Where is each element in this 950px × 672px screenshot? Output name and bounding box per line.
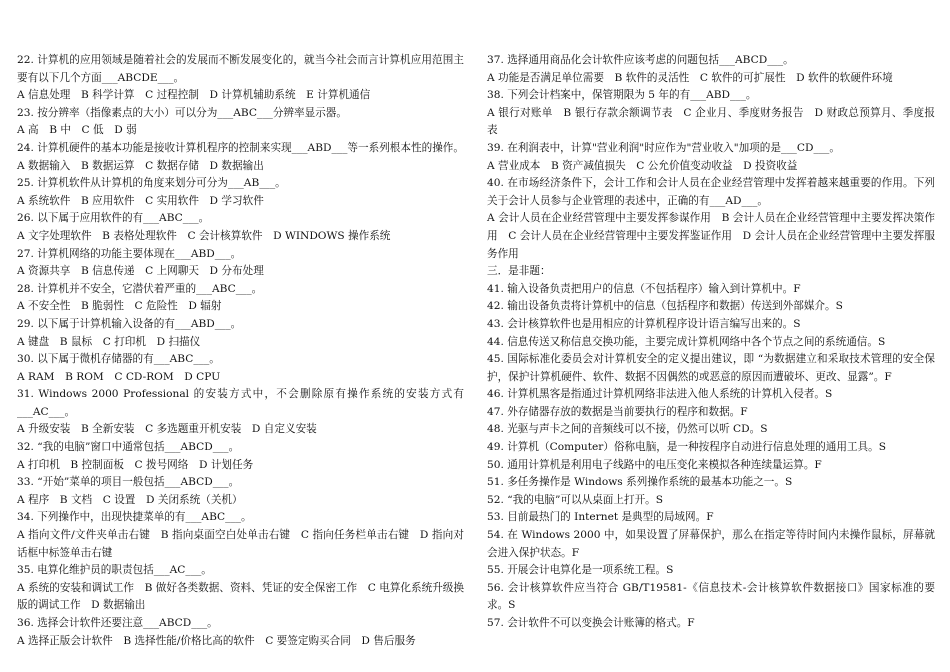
text-line: 50. 通用计算机是利用电子线路中的电压变化来模拟各种连续量运算。F bbox=[487, 458, 822, 471]
text-line: 28. 计算机并不安全，它潜伏着严重的___ABC___。 bbox=[17, 282, 263, 295]
text-line: 52. “我的电脑”可以从桌面上打开。S bbox=[487, 493, 664, 506]
left-column bbox=[17, 52, 464, 650]
text-line: 30. 以下属于微机存储器的有___ABC___。 bbox=[17, 353, 220, 366]
text-line: 41. 输入设备负责把用户的信息（不包括程序）输入到计算机中。F bbox=[487, 282, 801, 295]
text-line: 32. “我的电脑”窗口中通常包括___ABCD___。 bbox=[17, 441, 240, 454]
text-line: 35. 电算化维护员的职责包括___AC___。 bbox=[17, 564, 212, 577]
text-line: A 高 B 中 C 低 D 弱 bbox=[17, 124, 137, 137]
text-line: 48. 光驱与声卡之间的音频线可以不接，仍然可以听 CD。S bbox=[487, 423, 768, 436]
text-line: 29. 以下属于计算机输入设备的有___ABD___。 bbox=[17, 317, 242, 330]
text-line: 36. 选择会计软件还要注意___ABCD___。 bbox=[17, 617, 218, 629]
text-line: 46. 计算机黑客是指通过计算机网络非法进入他人系统的计算机入侵者。S bbox=[487, 388, 833, 401]
text-line: 43. 会计核算软件也是用相应的计算机程序设计语言编写出来的。S bbox=[487, 317, 801, 330]
text-line: 23. 按分辨率（指像素点的大小）可以分为___ABC___分辨率显示器。 bbox=[17, 106, 347, 119]
text-line: 39. 在利润表中，计算"营业利润"时应作为"营业收入"加项的是___CD___。 bbox=[487, 141, 840, 154]
text-line: 38. 下列会计档案中，保管期限为 5 年的有___ABD___。 bbox=[487, 89, 757, 102]
text-line: 55. 开展会计电算化是一项系统工程。S bbox=[487, 564, 674, 577]
text-line: 27. 计算机网络的功能主要体现在___ABD___。 bbox=[17, 247, 242, 260]
right-column bbox=[487, 52, 935, 633]
text-line: A 系统软件 B 应用软件 C 实用软件 D 学习软件 bbox=[17, 194, 264, 207]
text-line: A 功能是否满足单位需要 B 软件的灵活性 C 软件的可扩展性 D 软件的软硬件环境 bbox=[487, 71, 893, 84]
text-line: 42. 输出设备负责将计算机中的信息（包括程序和数据）传送到外部媒介。S bbox=[487, 300, 843, 313]
text-line: 57. 会计软件不可以变换会计账簿的格式。F bbox=[487, 617, 695, 629]
text-line: 40. 在市场经济条件下，会计工作和会计人员在企业经营管理中发挥着越来越重要的作用。下列关于会计人员参与企业管理的表述中，正确的有___AD___。 bbox=[487, 177, 935, 207]
text-line: 25. 计算机软件从计算机的角度来划分可分为___AB___。 bbox=[17, 177, 286, 190]
text-line: 56. 会计核算软件应当符合 GB/T19581-《信息技术-会计核算软件数据接口》国家标准的要求。S bbox=[487, 581, 935, 612]
text-line: A 指向文件/文件夹单击右键 B 指向桌面空白处单击右键 C 指向任务栏单击右键 D 指向对话框中标签单击右键 bbox=[17, 529, 464, 559]
text-line: 24. 计算机硬件的基本功能是接收计算机程序的控制来实现___ABD___等一系列根本性的操作。A 数据输入 B 数据运算 C 数据存储 D 数据输出 bbox=[17, 141, 464, 172]
text-line: A RAM B ROM C CD-ROM D CPU bbox=[17, 370, 221, 383]
text-line: 53. 目前最热门的 Internet 是典型的局域网。F bbox=[487, 511, 714, 524]
text-line: 45. 国际标准化委员会对计算机安全的定义提出建议，即 “为数据建立和采取技术管理的安全保护，保护计算机硬件、软件、数据不因偶然的或恶意的原因而遭破坏、更改、显露”。F bbox=[487, 353, 935, 383]
text-line: A 选择正版会计软件 B 选择性能/价格比高的软件 C 要签定购买合同 D 售后服务 bbox=[17, 634, 416, 647]
text-line: 31. Windows 2000 Professional 的安装方式中，不会删除原有操作系统的安装方式有___AC___。 bbox=[17, 388, 464, 418]
text-line: A 银行对账单 B 银行存款余额调节表 C 企业月、季度财务报告 D 财政总预算月、季度报表 bbox=[487, 106, 935, 137]
text-line: A 系统的安装和调试工作 B 做好各类数据、资料、凭证的安全保密工作 C 电算化系统升级换版的调试工作 D 数据输出 bbox=[17, 581, 464, 612]
text-line: A 信息处理 B 科学计算 C 过程控制 D 计算机辅助系统 E 计算机通信 bbox=[17, 89, 371, 102]
text-line: A 会计人员在企业经营管理中主要发挥参谋作用 B 会计人员在企业经营管理中主要发挥决策作用 C 会计人员在企业经营管理中主要发挥鉴证作用 D 会计人员在企业经营管理中主要发挥服务作用 bbox=[487, 212, 935, 260]
text-line: 51. 多任务操作是 Windows 系列操作系统的最基本功能之一。S bbox=[487, 476, 793, 489]
text-line: 44. 信息传送又称信息交换功能，主要完成计算机网络中各个节点之间的系统通信。S bbox=[487, 335, 886, 348]
text-line: A 升级安装 B 全新安装 C 多选题重开机安装 D 自定义安装 bbox=[17, 423, 317, 436]
text-line: 54. 在 Windows 2000 中，如果设置了屏幕保护，那么在指定等待时间内未操作鼠标，屏幕就会进入保护状态。F bbox=[487, 529, 935, 559]
text-line: 49. 计算机（Computer）俗称电脑，是一种按程序自动进行信息处理的通用工具。S bbox=[487, 441, 887, 454]
text-line: 33. “开始”菜单的项目一般包括___ABCD___。 bbox=[17, 476, 240, 489]
text-line: 26. 以下属于应用软件的有___ABC___。 bbox=[17, 212, 210, 225]
text-line: 22. 计算机的应用领域是随着社会的发展而不断发展变化的，就当今社会而言计算机应用范围主要有以下几个方面___ABCDE___。 bbox=[17, 54, 464, 84]
text-line: 37. 选择通用商品化会计软件应该考虑的问题包括___ABCD___。 bbox=[487, 54, 794, 66]
text-line: A 不安全性 B 脆弱性 C 危险性 D 辐射 bbox=[17, 300, 222, 313]
text-line: A 资源共享 B 信息传递 C 上网聊天 D 分布处理 bbox=[17, 265, 264, 278]
text-line: 47. 外存储器存放的数据是当前要执行的程序和数据。F bbox=[487, 405, 748, 418]
text-line: A 营业成本 B 资产减值损失 C 公允价值变动收益 D 投资收益 bbox=[487, 159, 798, 172]
section-heading: 三．是非题： bbox=[487, 265, 551, 278]
text-line: 34. 下列操作中，出现快捷菜单的有___ABC___。 bbox=[17, 511, 252, 524]
text-line: A 文字处理软件 B 表格处理软件 C 会计核算软件 D WINDOWS 操作系统 bbox=[17, 229, 391, 242]
text-line: A 程序 B 文档 C 设置 D 关闭系统（关机） bbox=[17, 493, 243, 506]
text-line: A 键盘 B 鼠标 C 打印机 D 扫描仪 bbox=[17, 335, 201, 348]
text-line: A 打印机 B 控制面板 C 拨号网络 D 计划任务 bbox=[17, 458, 254, 471]
